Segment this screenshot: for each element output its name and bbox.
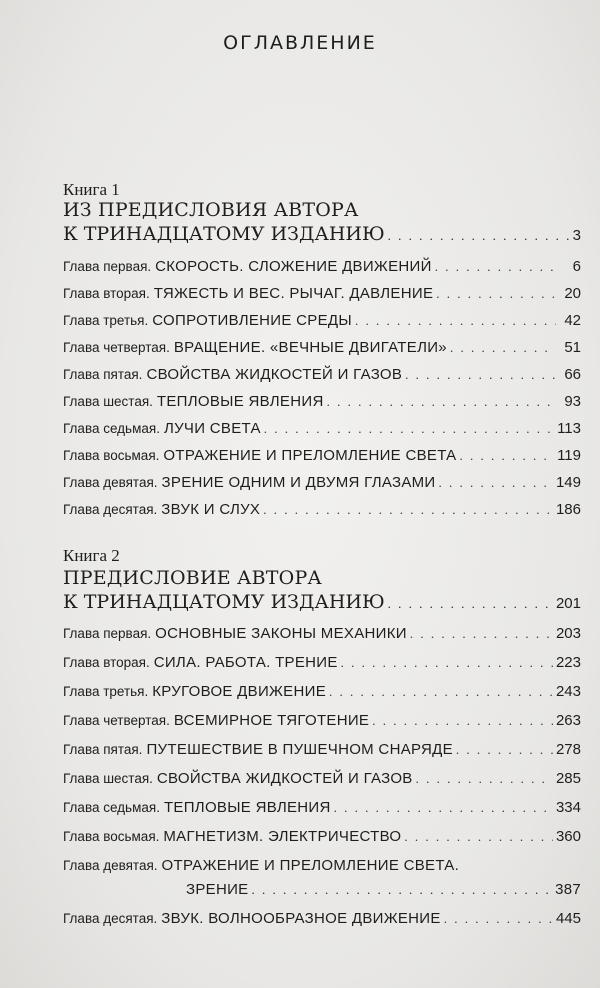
page-number: 387 xyxy=(555,881,581,898)
chapter-prefix: Глава восьмая. xyxy=(63,448,160,463)
chapter-title: ТЕПЛОВЫЕ ЯВЛЕНИЯ xyxy=(163,799,331,816)
chapter-prefix: Глава четвертая. xyxy=(63,713,170,728)
dot-leader xyxy=(456,742,553,758)
dot-leader xyxy=(405,367,556,383)
page-number: 203 xyxy=(555,625,581,642)
toc-entry[interactable] xyxy=(63,339,581,363)
page-number: 51 xyxy=(564,339,581,356)
dot-leader xyxy=(264,421,554,437)
toc-entry[interactable] xyxy=(63,258,581,282)
toc-entry[interactable] xyxy=(63,447,581,471)
book-heading-row[interactable] xyxy=(63,591,581,617)
dot-leader xyxy=(410,626,553,642)
toc-entry[interactable] xyxy=(63,741,581,765)
chapter-title: СИЛА. РАБОТА. ТРЕНИЕ xyxy=(153,654,338,671)
chapter-prefix: Глава девятая. xyxy=(63,475,158,490)
dot-leader xyxy=(355,313,556,329)
chapter-prefix: Глава первая. xyxy=(63,626,152,641)
dot-leader xyxy=(439,475,553,491)
dot-leader xyxy=(334,800,553,816)
chapter-title: ОТРАЖЕНИЕ И ПРЕЛОМЛЕНИЕ СВЕТА. xyxy=(161,857,460,874)
dot-leader xyxy=(341,655,553,671)
toc-entry[interactable] xyxy=(63,770,581,794)
chapter-prefix: Глава десятая. xyxy=(63,502,158,517)
chapter-title: ЗВУК. ВОЛНООБРАЗНОЕ ДВИЖЕНИЕ xyxy=(161,910,441,927)
dot-leader xyxy=(436,286,556,302)
page-number: 93 xyxy=(564,393,581,410)
chapter-title: ОСНОВНЫЕ ЗАКОНЫ МЕХАНИКИ xyxy=(155,625,407,642)
toc-entry[interactable] xyxy=(63,312,581,336)
toc-entry[interactable] xyxy=(63,474,581,498)
chapter-title: СВОЙСТВА ЖИДКОСТЕЙ И ГАЗОВ xyxy=(146,366,403,383)
chapter-prefix: Глава десятая. xyxy=(63,911,158,926)
page-title: ОГЛАВЛЕНИЕ xyxy=(223,32,377,54)
page-number: 360 xyxy=(555,828,581,845)
chapter-prefix: Глава вторая. xyxy=(63,655,150,670)
chapter-title: ОТРАЖЕНИЕ И ПРЕЛОМЛЕНИЕ СВЕТА xyxy=(163,447,457,464)
dot-leader xyxy=(263,502,553,518)
chapter-title: ЗВУК И СЛУХ xyxy=(161,501,261,518)
chapter-title: КРУГОВОЕ ДВИЖЕНИЕ xyxy=(152,683,327,700)
page-number: 263 xyxy=(555,712,581,729)
chapter-title: ВРАЩЕНИЕ. «ВЕЧНЫЕ ДВИГАТЕЛИ» xyxy=(173,339,447,356)
page-number: 119 xyxy=(557,447,581,464)
chapter-prefix: Глава седьмая. xyxy=(63,800,160,815)
page-number: 445 xyxy=(555,910,581,927)
page-number: 20 xyxy=(564,285,581,302)
toc-entry[interactable] xyxy=(63,625,581,649)
page-number: 201 xyxy=(555,595,581,612)
chapter-title: СКОРОСТЬ. СЛОЖЕНИЕ ДВИЖЕНИЙ xyxy=(155,258,432,275)
chapter-prefix: Глава четвертая. xyxy=(63,340,170,355)
chapter-title: ТЕПЛОВЫЕ ЯВЛЕНИЯ xyxy=(156,393,324,410)
book-heading-line2: К ТРИНАДЦАТОМУ ИЗДАНИЮ xyxy=(63,223,385,245)
chapter-prefix: Глава третья. xyxy=(63,684,149,699)
chapter-title: ЗРЕНИЕ ОДНИМ И ДВУМЯ ГЛАЗАМИ xyxy=(161,474,436,491)
dot-leader xyxy=(329,684,553,700)
toc-entry[interactable] xyxy=(63,910,581,934)
dot-leader xyxy=(388,596,553,612)
dot-leader xyxy=(252,882,553,898)
chapter-prefix: Глава вторая. xyxy=(63,286,150,301)
dot-leader xyxy=(404,829,553,845)
chapter-title: МАГНЕТИЗМ. ЭЛЕКТРИЧЕСТВО xyxy=(163,828,402,845)
dot-leader xyxy=(372,713,553,729)
page-number: 223 xyxy=(555,654,581,671)
book-label: Книга 1 xyxy=(63,180,120,199)
chapter-prefix: Глава пятая. xyxy=(63,742,143,757)
chapter-title: ВСЕМИРНОЕ ТЯГОТЕНИЕ xyxy=(173,712,370,729)
page-number: 6 xyxy=(572,258,581,275)
page-number: 149 xyxy=(555,474,581,491)
chapter-prefix: Глава седьмая. xyxy=(63,421,160,436)
page-number: 42 xyxy=(564,312,581,329)
page-number: 285 xyxy=(555,770,581,787)
chapter-prefix: Глава пятая. xyxy=(63,367,143,382)
dot-leader xyxy=(435,259,556,275)
chapter-prefix: Глава шестая. xyxy=(63,771,153,786)
toc-entry[interactable] xyxy=(63,799,581,823)
dot-leader xyxy=(444,911,553,927)
chapter-title: ЛУЧИ СВЕТА xyxy=(163,420,261,437)
dot-leader xyxy=(459,448,554,464)
dot-leader xyxy=(327,394,556,410)
toc-entry[interactable] xyxy=(63,393,581,417)
toc-entry[interactable] xyxy=(63,828,581,852)
chapter-prefix: Глава первая. xyxy=(63,259,152,274)
toc-entry-continuation[interactable] xyxy=(186,881,581,905)
book-label: Книга 2 xyxy=(63,546,120,565)
book-heading-row[interactable] xyxy=(63,223,581,249)
toc-entry[interactable] xyxy=(63,366,581,390)
page-number: 278 xyxy=(555,741,581,758)
page-number: 3 xyxy=(572,227,581,244)
page-number: 66 xyxy=(564,366,581,383)
book-heading-line1: ПРЕДИСЛОВИЕ АВТОРА xyxy=(63,567,323,589)
toc-entry[interactable] xyxy=(63,712,581,736)
chapter-prefix: Глава третья. xyxy=(63,313,149,328)
toc-entry[interactable] xyxy=(63,683,581,707)
chapter-title: ПУТЕШЕСТВИЕ В ПУШЕЧНОМ СНАРЯДЕ xyxy=(146,741,453,758)
dot-leader xyxy=(416,771,553,787)
chapter-prefix: Глава шестая. xyxy=(63,394,153,409)
chapter-title-continuation: ЗРЕНИЕ xyxy=(186,881,249,898)
toc-entry[interactable] xyxy=(63,857,581,881)
book-heading-line2: К ТРИНАДЦАТОМУ ИЗДАНИЮ xyxy=(63,591,385,613)
chapter-title: ТЯЖЕСТЬ И ВЕС. РЫЧАГ. ДАВЛЕНИЕ xyxy=(153,285,434,302)
toc-entry[interactable] xyxy=(63,420,581,444)
toc-entry[interactable] xyxy=(63,501,581,525)
page-number: 113 xyxy=(557,420,581,437)
chapter-title: СОПРОТИВЛЕНИЕ СРЕДЫ xyxy=(152,312,352,329)
page-number: 334 xyxy=(555,799,581,816)
chapter-prefix: Глава девятая. xyxy=(63,858,158,873)
page-number: 243 xyxy=(555,683,581,700)
book-heading-line1: ИЗ ПРЕДИСЛОВИЯ АВТОРА xyxy=(63,199,359,221)
dot-leader xyxy=(450,340,556,356)
toc-entry[interactable] xyxy=(63,654,581,678)
toc-entry[interactable] xyxy=(63,285,581,309)
chapter-title: СВОЙСТВА ЖИДКОСТЕЙ И ГАЗОВ xyxy=(156,770,413,787)
chapter-prefix: Глава восьмая. xyxy=(63,829,160,844)
page-number: 186 xyxy=(555,501,581,518)
dot-leader xyxy=(388,228,570,244)
